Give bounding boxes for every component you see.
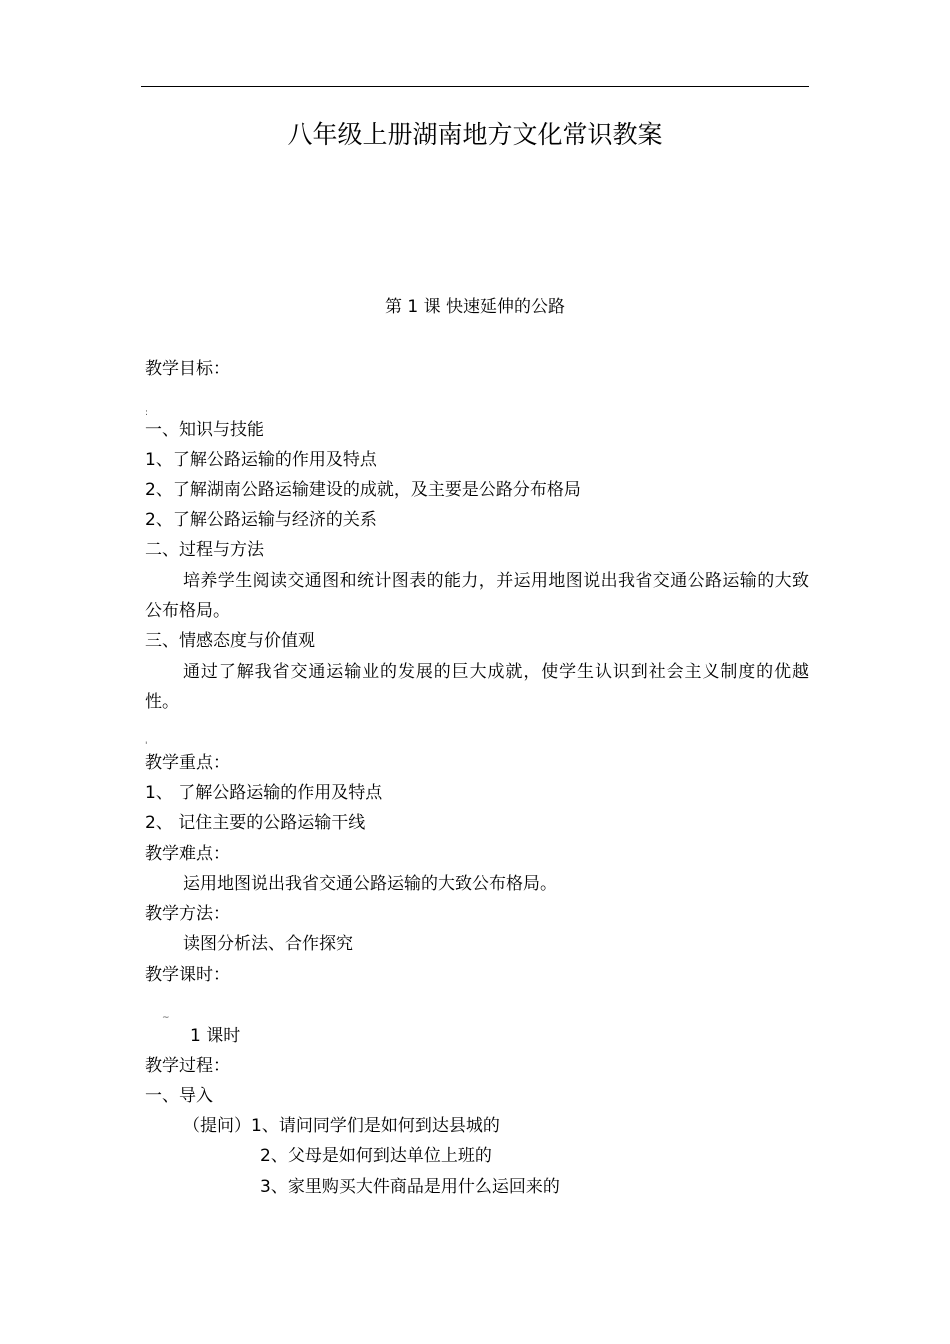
key-points-heading: 教学重点： bbox=[145, 753, 230, 773]
process-heading: 二、过程与方法 bbox=[145, 540, 264, 560]
process-main-heading: 教学过程： bbox=[145, 1056, 230, 1076]
key-point-item: 2、 记住主要的公路运输干线 bbox=[145, 813, 366, 833]
intro-heading: 一、导入 bbox=[145, 1086, 213, 1106]
method-text: 读图分析法、合作探究 bbox=[183, 934, 353, 954]
stray-mark: : bbox=[145, 408, 149, 418]
emotion-text: 通过了解我省交通运输业的发展的巨大成就，使学生认识到社会主义制度的优越性。 bbox=[145, 662, 809, 712]
difficulty-text: 运用地图说出我省交通公路运输的大致公布格局。 bbox=[183, 874, 557, 894]
lesson-title: 第 1 课 快速延伸的公路 bbox=[384, 297, 566, 317]
hours-text: 1 课时 bbox=[190, 1026, 241, 1046]
objectives-heading: 教学目标： bbox=[145, 359, 230, 379]
question-item: （提问）1、请问同学们是如何到达县城的 bbox=[183, 1116, 500, 1136]
knowledge-item: 1、了解公路运输的作用及特点 bbox=[145, 450, 377, 470]
document-title: 八年级上册湖南地方文化常识教案 bbox=[287, 120, 663, 149]
difficulty-heading: 教学难点： bbox=[145, 844, 230, 864]
hours-heading: 教学课时： bbox=[145, 965, 230, 985]
knowledge-heading: 一、知识与技能 bbox=[145, 420, 264, 440]
stray-mark: ' bbox=[145, 741, 148, 751]
header-rule bbox=[141, 86, 809, 87]
knowledge-item: 2、了解公路运输与经济的关系 bbox=[145, 510, 377, 530]
question-item: 2、父母是如何到达单位上班的 bbox=[260, 1146, 492, 1166]
knowledge-item: 2、了解湖南公路运输建设的成就，及主要是公路分布格局 bbox=[145, 480, 581, 500]
key-point-item: 1、 了解公路运输的作用及特点 bbox=[145, 783, 383, 803]
method-heading: 教学方法： bbox=[145, 904, 230, 924]
emotion-heading: 三、情感态度与价值观 bbox=[145, 631, 315, 651]
process-text: 培养学生阅读交通图和统计图表的能力，并运用地图说出我省交通公路运输的大致公布格局。 bbox=[145, 571, 809, 621]
question-item: 3、家里购买大件商品是用什么运回来的 bbox=[260, 1177, 560, 1197]
stray-mark: ~ bbox=[162, 1013, 170, 1023]
